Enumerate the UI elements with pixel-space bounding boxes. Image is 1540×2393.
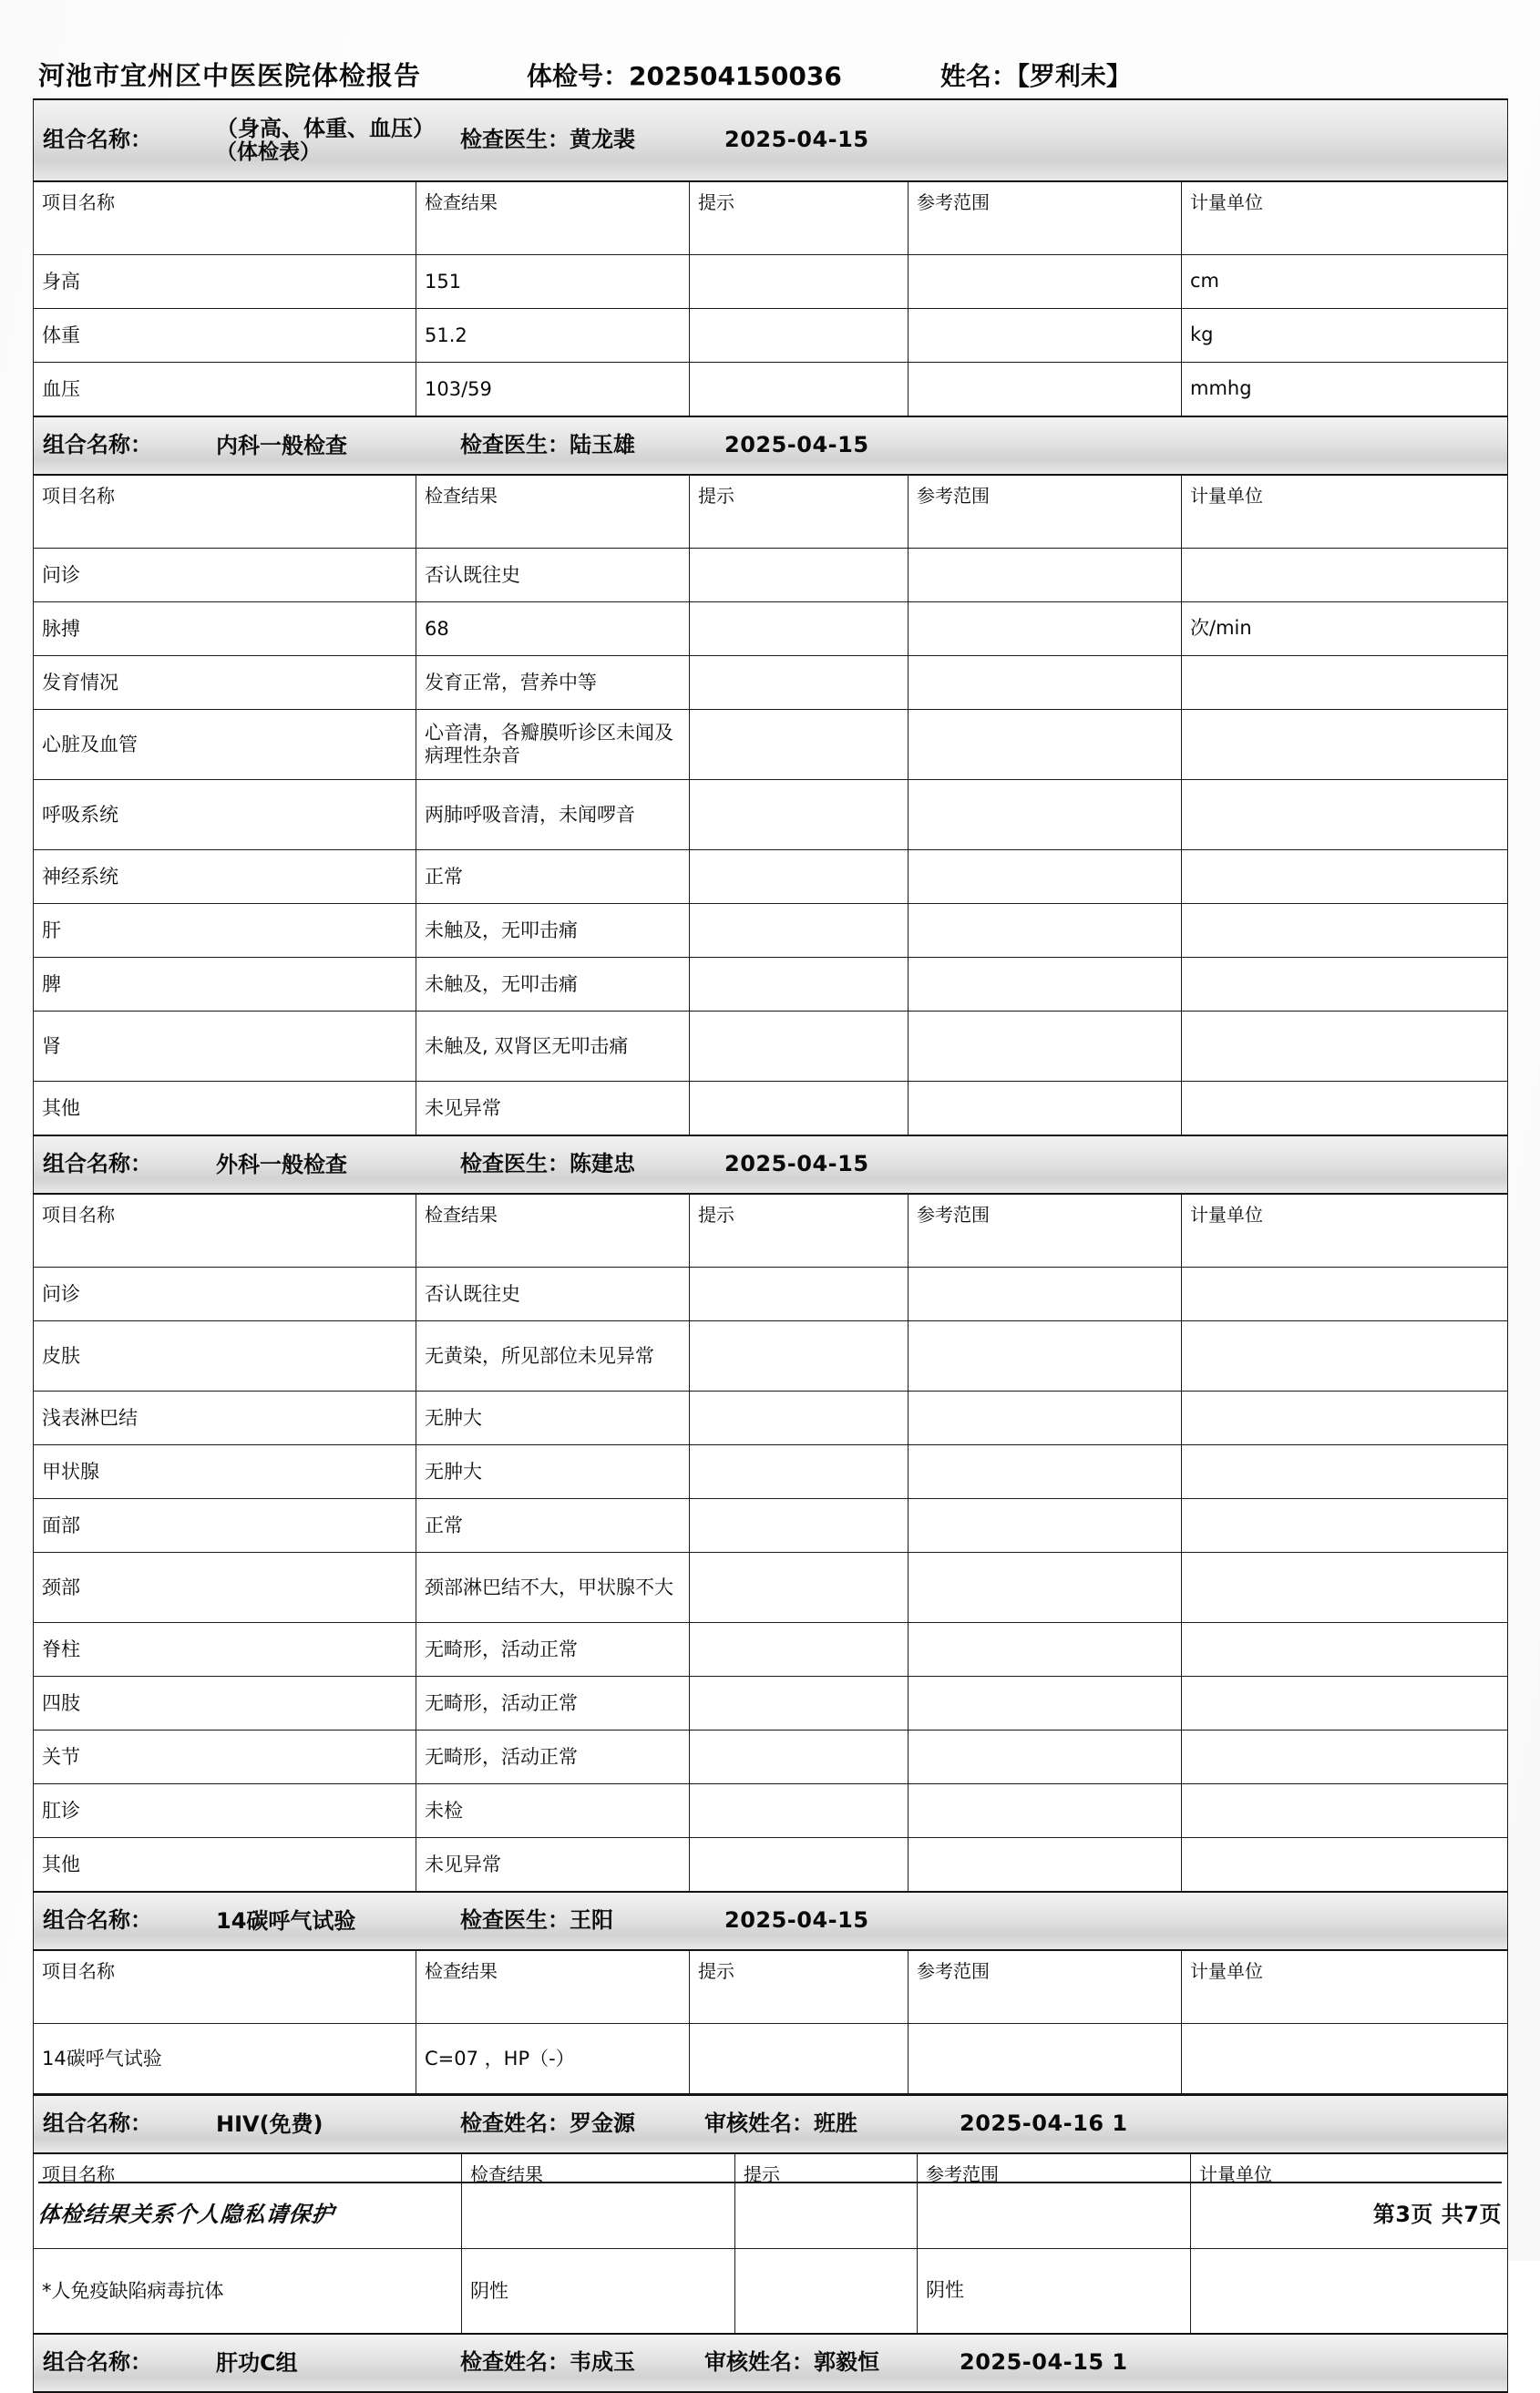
table-row	[34, 1784, 1508, 1838]
result-value: C=07 ，HP（-）	[416, 2024, 690, 2094]
result-value: 68	[416, 602, 690, 656]
result-value: 正常	[416, 850, 690, 904]
reference-value	[909, 780, 1182, 850]
section-group-header	[34, 2096, 1507, 2152]
item-name: 身高	[34, 255, 416, 309]
section-group-header	[34, 1136, 1507, 1193]
reference-value	[909, 255, 1182, 309]
item-name: 问诊	[34, 1268, 416, 1321]
group-name-label: 组合名称：	[43, 1907, 152, 1934]
hint-value	[690, 1499, 909, 1553]
unit-value	[1182, 656, 1508, 710]
exam-doctor: 检查医生：王阳	[460, 1907, 613, 1934]
hint-value	[690, 1553, 909, 1623]
group-name-value-line-1: 14碳呼气试验	[216, 1907, 356, 1934]
unit-value	[1182, 1838, 1508, 1893]
hint-value	[690, 1445, 909, 1499]
item-name: 肾	[34, 1012, 416, 1082]
hint-value	[690, 1838, 909, 1893]
group-name-label: 组合名称：	[43, 2111, 152, 2137]
exam-doctor: 检查医生：陆玉雄	[460, 432, 635, 458]
column-header-reference: 参考范围	[909, 181, 1182, 255]
column-header-result: 检查结果	[462, 2153, 735, 2249]
group-name-value	[205, 2351, 460, 2376]
column-header-row	[34, 181, 1508, 255]
unit-value	[1182, 1082, 1508, 1136]
group-name-label: 组合名称：	[43, 2349, 152, 2376]
patient-name	[940, 56, 1132, 93]
hint-value	[690, 309, 909, 363]
group-name-value-line-1: HIV(免费)	[216, 2111, 323, 2137]
result-value: 否认既往史	[416, 549, 690, 602]
lab-checker: 检查姓名：韦成玉	[460, 2349, 635, 2376]
item-name: 血压	[34, 363, 416, 417]
item-name: 肝	[34, 904, 416, 958]
hint-value	[690, 850, 909, 904]
hint-value	[690, 255, 909, 309]
lab-reviewer: 审核姓名：郭毅恒	[704, 2349, 879, 2376]
group-name-value	[205, 1909, 460, 1934]
column-header-item: 项目名称	[34, 2153, 462, 2249]
reference-value	[909, 1082, 1182, 1136]
unit-value	[1182, 1623, 1508, 1677]
column-header-row	[34, 1950, 1508, 2024]
column-header-item: 项目名称	[34, 1194, 416, 1268]
column-header-hint: 提示	[690, 1194, 909, 1268]
column-header-hint: 提示	[735, 2153, 918, 2249]
unit-value	[1182, 2024, 1508, 2094]
section-group-header	[34, 417, 1507, 474]
unit-value: mmhg	[1182, 363, 1508, 417]
unit-value	[1182, 1499, 1508, 1553]
table-row	[34, 1268, 1508, 1321]
column-header-unit: 计量单位	[1182, 1950, 1508, 2024]
privacy-notice: 体检结果关系个人隐私请保护	[36, 2202, 336, 2227]
group-name-value-line-2: （体检表）	[216, 139, 321, 164]
result-value: 无黄染，所见部位未见异常	[416, 1321, 690, 1392]
section-group-header	[34, 100, 1507, 180]
result-value: 未触及，无叩击痛	[416, 904, 690, 958]
result-value: 阴性	[462, 2249, 735, 2335]
unit-value	[1182, 710, 1508, 780]
hint-value	[690, 1082, 909, 1136]
reference-value	[909, 309, 1182, 363]
patient-name-label: 姓名：	[939, 61, 1017, 91]
item-name: 问诊	[34, 549, 416, 602]
exam-date: 2025-04-15	[724, 127, 869, 153]
result-value: 未见异常	[416, 1838, 690, 1893]
reference-value	[909, 1321, 1182, 1392]
table-row	[34, 1082, 1508, 1136]
exam-date: 2025-04-15	[724, 432, 869, 458]
group-name-value-line-1: 内科一般检查	[216, 432, 347, 458]
table-row	[34, 549, 1508, 602]
table-row	[34, 1499, 1508, 1553]
hint-value	[690, 958, 909, 1012]
item-name: 发育情况	[34, 656, 416, 710]
exam-date: 2025-04-15	[724, 1907, 869, 1934]
reference-value	[909, 2024, 1182, 2094]
table-row	[34, 1392, 1508, 1445]
reference-value	[909, 363, 1182, 417]
reference-value	[909, 1392, 1182, 1445]
item-name: 体重	[34, 309, 416, 363]
reference-value	[909, 1838, 1182, 1893]
hint-value	[690, 780, 909, 850]
unit-value	[1182, 1553, 1508, 1623]
section-group-header-row	[34, 2334, 1508, 2392]
item-name: *人免疫缺陷病毒抗体	[34, 2249, 462, 2335]
table-row	[34, 780, 1508, 850]
exam-number-value: 202504150036	[629, 61, 842, 91]
exam-results-table	[33, 98, 1508, 2094]
result-value: 未触及，无叩击痛	[416, 958, 690, 1012]
reference-value	[909, 1553, 1182, 1623]
reference-value: 阴性	[918, 2249, 1191, 2335]
result-value: 无畸形，活动正常	[416, 1623, 690, 1677]
hint-value	[690, 1784, 909, 1838]
section-group-header	[34, 2335, 1507, 2391]
table-row	[34, 710, 1508, 780]
table-row	[34, 2249, 1508, 2335]
column-header-item: 项目名称	[34, 181, 416, 255]
table-row	[34, 363, 1508, 417]
reference-value	[909, 850, 1182, 904]
column-header-row	[34, 475, 1508, 549]
reference-value	[909, 1677, 1182, 1731]
hint-value	[735, 2249, 918, 2335]
hint-value	[690, 1392, 909, 1445]
lab-date: 2025-04-16 1	[960, 2111, 1128, 2137]
result-value: 发育正常，营养中等	[416, 656, 690, 710]
item-name: 脊柱	[34, 1623, 416, 1677]
item-name: 关节	[34, 1731, 416, 1784]
group-name-value-line-1: （身高、体重、血压）	[216, 115, 435, 141]
document-footer	[38, 2182, 1502, 2228]
table-row	[34, 309, 1508, 363]
reference-value	[909, 904, 1182, 958]
column-header-result: 检查结果	[416, 1194, 690, 1268]
page-info: 第3页 共7页	[1372, 2202, 1502, 2227]
hint-value	[690, 363, 909, 417]
column-header-reference: 参考范围	[909, 475, 1182, 549]
result-value: 否认既往史	[416, 1268, 690, 1321]
unit-value	[1182, 549, 1508, 602]
item-name: 神经系统	[34, 850, 416, 904]
result-value: 151	[416, 255, 690, 309]
result-value: 未检	[416, 1784, 690, 1838]
hint-value	[690, 1677, 909, 1731]
table-row	[34, 1553, 1508, 1623]
unit-value	[1182, 958, 1508, 1012]
exam-number	[527, 56, 842, 93]
column-header-result: 检查结果	[416, 181, 690, 255]
column-header-unit: 计量单位	[1182, 181, 1508, 255]
exam-date: 2025-04-15	[724, 1151, 869, 1177]
lab-reviewer: 审核姓名：班胜	[704, 2111, 857, 2137]
result-value: 未触及, 双肾区无叩击痛	[416, 1012, 690, 1082]
column-header-hint: 提示	[690, 475, 909, 549]
section-group-header-row	[34, 416, 1508, 475]
column-header-row	[34, 1194, 1508, 1268]
hint-value	[690, 2024, 909, 2094]
lab-checker: 检查姓名：罗金源	[460, 2111, 635, 2137]
unit-value	[1182, 1445, 1508, 1499]
unit-value	[1182, 1392, 1508, 1445]
hint-value	[690, 602, 909, 656]
exam-doctor: 检查医生：黄龙裴	[460, 127, 635, 153]
table-row	[34, 1445, 1508, 1499]
reference-value	[909, 1012, 1182, 1082]
table-row	[34, 1012, 1508, 1082]
table-row	[34, 2024, 1508, 2094]
item-name: 其他	[34, 1082, 416, 1136]
report-title: 河池市宜州区中医医院体检报告	[37, 60, 422, 91]
hint-value	[690, 656, 909, 710]
item-name: 心脏及血管	[34, 710, 416, 780]
reference-value	[909, 1268, 1182, 1321]
table-row	[34, 1838, 1508, 1893]
group-name-value	[205, 434, 460, 458]
column-header-reference: 参考范围	[909, 1950, 1182, 2024]
exam-doctor: 检查医生：陈建忠	[460, 1151, 635, 1177]
item-name: 肛诊	[34, 1784, 416, 1838]
section-group-header-row	[34, 1135, 1508, 1194]
unit-value: cm	[1182, 255, 1508, 309]
reference-value	[909, 1445, 1182, 1499]
column-header-hint: 提示	[690, 1950, 909, 2024]
item-name: 浅表淋巴结	[34, 1392, 416, 1445]
unit-value	[1182, 1012, 1508, 1082]
table-row	[34, 904, 1508, 958]
exam-table-body	[34, 99, 1508, 2094]
document-header	[33, 0, 1507, 98]
group-name-label: 组合名称：	[43, 127, 152, 153]
hint-value	[690, 1731, 909, 1784]
reference-value	[909, 549, 1182, 602]
hint-value	[690, 904, 909, 958]
item-name: 甲状腺	[34, 1445, 416, 1499]
section-group-header	[34, 1893, 1507, 1949]
unit-value	[1182, 1321, 1508, 1392]
result-value: 颈部淋巴结不大，甲状腺不大	[416, 1553, 690, 1623]
unit-value: 次/min	[1182, 602, 1508, 656]
unit-value	[1182, 1268, 1508, 1321]
column-header-reference: 参考范围	[909, 1194, 1182, 1268]
unit-value	[1182, 1784, 1508, 1838]
item-name: 面部	[34, 1499, 416, 1553]
hint-value	[690, 1012, 909, 1082]
column-header-reference: 参考范围	[918, 2153, 1191, 2249]
unit-value	[1182, 904, 1508, 958]
result-value: 无畸形，活动正常	[416, 1731, 690, 1784]
table-row	[34, 255, 1508, 309]
column-header-unit: 计量单位	[1182, 475, 1508, 549]
group-name-value	[205, 1153, 460, 1177]
table-row	[34, 1321, 1508, 1392]
group-name-value-line-1: 肝功C组	[216, 2349, 298, 2376]
item-name: 呼吸系统	[34, 780, 416, 850]
reference-value	[909, 1499, 1182, 1553]
group-name-label: 组合名称：	[43, 432, 152, 458]
result-value: 无肿大	[416, 1445, 690, 1499]
exam-number-label: 体检号：	[527, 61, 630, 91]
group-name-label: 组合名称：	[43, 1151, 152, 1177]
item-name: 其他	[34, 1838, 416, 1893]
group-name-value	[205, 117, 460, 165]
column-header-item: 项目名称	[34, 1950, 416, 2024]
unit-value	[1182, 1731, 1508, 1784]
result-value: 心音清，各瓣膜听诊区未闻及病理性杂音	[416, 710, 690, 780]
column-header-hint: 提示	[690, 181, 909, 255]
unit-value: kg	[1182, 309, 1508, 363]
hint-value	[690, 1268, 909, 1321]
item-name: 四肢	[34, 1677, 416, 1731]
item-name: 脾	[34, 958, 416, 1012]
column-header-result: 检查结果	[416, 1950, 690, 2024]
column-header-unit: 计量单位	[1191, 2153, 1508, 2249]
table-row	[34, 656, 1508, 710]
table-row	[34, 958, 1508, 1012]
hint-value	[690, 1321, 909, 1392]
reference-value	[909, 958, 1182, 1012]
column-header-result: 检查结果	[416, 475, 690, 549]
section-group-header-row	[34, 2095, 1508, 2153]
lab-date: 2025-04-15 1	[960, 2349, 1128, 2376]
reference-value	[909, 1784, 1182, 1838]
reference-value	[909, 602, 1182, 656]
lab-results-table	[33, 2094, 1508, 2393]
table-row	[34, 1677, 1508, 1731]
lab-table-body	[34, 2095, 1508, 2392]
group-name-value	[205, 2112, 460, 2137]
section-group-header-row	[34, 1892, 1508, 1950]
table-row	[34, 1623, 1508, 1677]
table-row	[34, 1731, 1508, 1784]
hint-value	[690, 710, 909, 780]
item-name: 皮肤	[34, 1321, 416, 1392]
unit-value	[1182, 780, 1508, 850]
table-row	[34, 850, 1508, 904]
unit-value	[1182, 1677, 1508, 1731]
column-header-item: 项目名称	[34, 475, 416, 549]
unit-value	[1182, 850, 1508, 904]
result-value: 无畸形，活动正常	[416, 1677, 690, 1731]
item-name: 脉搏	[34, 602, 416, 656]
result-value: 未见异常	[416, 1082, 690, 1136]
group-name-value-line-1: 外科一般检查	[216, 1151, 347, 1177]
reference-value	[909, 1623, 1182, 1677]
reference-value	[909, 656, 1182, 710]
item-name: 14碳呼气试验	[34, 2024, 416, 2094]
item-name: 颈部	[34, 1553, 416, 1623]
result-value: 51.2	[416, 309, 690, 363]
unit-value	[1191, 2249, 1508, 2335]
column-header-unit: 计量单位	[1182, 1194, 1508, 1268]
reference-value	[909, 710, 1182, 780]
result-value: 两肺呼吸音清，未闻啰音	[416, 780, 690, 850]
result-value: 103/59	[416, 363, 690, 417]
patient-name-value: 【罗利未】	[1016, 61, 1132, 91]
section-group-header-row	[34, 99, 1508, 181]
result-value: 无肿大	[416, 1392, 690, 1445]
reference-value	[909, 1731, 1182, 1784]
hint-value	[690, 1623, 909, 1677]
hint-value	[690, 549, 909, 602]
table-row	[34, 602, 1508, 656]
result-value: 正常	[416, 1499, 690, 1553]
